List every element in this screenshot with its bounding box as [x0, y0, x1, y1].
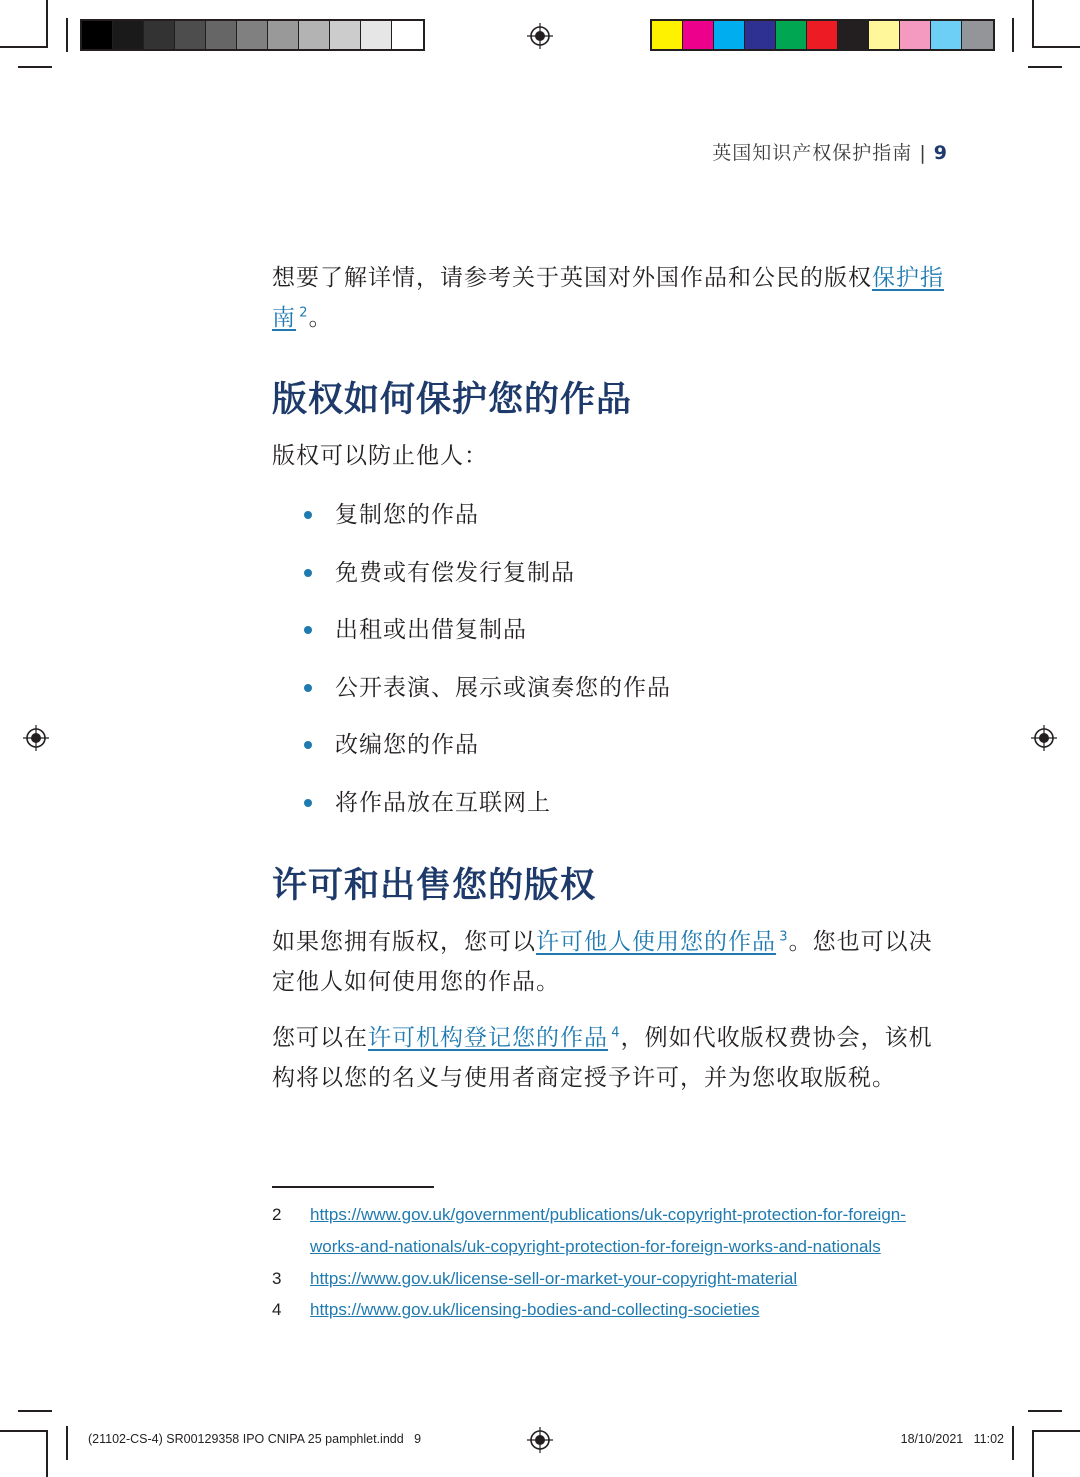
crop-mark — [46, 1430, 48, 1477]
list-item — [300, 668, 671, 726]
list-item — [300, 725, 671, 783]
footnote-divider — [272, 1186, 434, 1188]
running-head-title: 英国知识产权保护指南 — [712, 142, 913, 164]
crop-mark — [0, 46, 48, 48]
slug-date-time: 18/10/2021 11:02 — [900, 1432, 1004, 1446]
crop-mark — [1028, 1410, 1062, 1412]
gray-swatch — [237, 21, 268, 49]
color-swatch — [962, 21, 993, 49]
bullet-icon — [304, 511, 312, 519]
registration-mark-icon — [1031, 725, 1057, 751]
footnote-link[interactable]: https://www.gov.uk/government/publications/uk-copyright-protection-for-foreign-works-and-nationals/uk-copyright-protection-for-foreign-works-and-nationals — [310, 1205, 906, 1256]
crop-mark — [66, 18, 68, 52]
footnote-number: 3 — [272, 1268, 282, 1288]
list-item-text: 公开表演、展示或演奏您的作品 — [335, 674, 671, 701]
running-head-separator: | — [919, 142, 927, 164]
footnote-ref[interactable]: 2 — [299, 305, 309, 321]
list-item-text: 将作品放在互联网上 — [335, 789, 551, 816]
list-item — [300, 553, 671, 611]
intro-paragraph — [272, 258, 952, 338]
color-swatch — [652, 21, 683, 49]
crop-mark — [1032, 0, 1034, 48]
crop-mark — [66, 1426, 68, 1460]
list-item-text: 免费或有偿发行复制品 — [335, 559, 575, 586]
gray-swatch — [206, 21, 237, 49]
register-work-link[interactable]: 许可机构登记您的作品 — [368, 1025, 608, 1051]
color-swatch — [900, 21, 931, 49]
footnote-number: 4 — [272, 1300, 282, 1320]
crop-mark — [18, 1410, 52, 1412]
crop-mark — [1012, 1426, 1014, 1460]
process-color-bar — [650, 19, 995, 51]
intro-tail: 。 — [308, 305, 333, 331]
footnote — [272, 1294, 912, 1326]
licensing-paragraph-2 — [272, 1018, 952, 1098]
footnote-number: 2 — [272, 1205, 282, 1224]
rights-bullet-list — [300, 495, 671, 841]
section1-lead: 版权可以防止他人： — [272, 443, 488, 469]
gray-swatch — [175, 21, 206, 49]
crop-mark — [1032, 46, 1080, 48]
bullet-icon — [304, 569, 312, 577]
section-heading-licensing: 许可和出售您的版权 — [272, 866, 597, 906]
crop-mark — [18, 66, 52, 68]
list-item-text: 出租或出借复制品 — [335, 617, 527, 644]
list-item-text: 改编您的作品 — [335, 732, 479, 759]
licensing-paragraph-1 — [272, 922, 952, 1002]
footnote-ref[interactable]: 3 — [779, 929, 789, 945]
color-swatch — [931, 21, 962, 49]
gray-swatch — [299, 21, 330, 49]
list-item — [300, 783, 671, 841]
footnote-link[interactable]: https://www.gov.uk/licensing-bodies-and-collecting-societies — [310, 1300, 760, 1320]
crop-mark — [1012, 18, 1014, 52]
registration-mark-icon — [23, 725, 49, 751]
list-item — [300, 495, 671, 553]
crop-mark — [0, 1430, 48, 1432]
paragraph-text: ，例如代收版权费协会，该机构将以您的名义与使用者商定授予许可，并为您收取版税。 — [272, 1025, 933, 1091]
footnote-link[interactable]: https://www.gov.uk/license-sell-or-market-your-copyright-material — [310, 1268, 798, 1288]
paragraph-text: 。您也可以决定他人如何使用您的作品。 — [272, 929, 933, 995]
crop-mark — [46, 0, 48, 48]
intro-text: 想要了解详情，请参考关于英国对外国作品和公民的版权 — [272, 265, 872, 291]
registration-mark-icon — [527, 23, 553, 49]
bullet-icon — [304, 684, 312, 692]
protection-guide-link[interactable]: 保护指南 — [272, 265, 944, 331]
list-item-text: 复制您的作品 — [335, 502, 479, 528]
color-swatch — [776, 21, 807, 49]
color-swatch — [807, 21, 838, 49]
list-item — [300, 610, 671, 668]
bullet-icon — [304, 626, 312, 634]
color-swatch — [745, 21, 776, 49]
gray-swatch — [82, 21, 113, 49]
color-swatch — [683, 21, 714, 49]
registration-mark-icon — [527, 1427, 553, 1453]
running-head — [712, 138, 948, 165]
color-swatch — [714, 21, 745, 49]
bullet-icon — [304, 799, 312, 807]
paragraph-text: 您可以在 — [272, 1025, 368, 1051]
grayscale-color-bar — [80, 19, 425, 51]
gray-swatch — [330, 21, 361, 49]
footnotes — [272, 1199, 912, 1326]
license-others-link[interactable]: 许可他人使用您的作品 — [536, 929, 776, 955]
footnote — [272, 1199, 912, 1263]
color-swatch — [838, 21, 869, 49]
gray-swatch — [113, 21, 144, 49]
bullet-icon — [304, 741, 312, 749]
gray-swatch — [392, 21, 423, 49]
gray-swatch — [361, 21, 392, 49]
footnote-ref[interactable]: 4 — [611, 1025, 621, 1041]
crop-mark — [1028, 66, 1062, 68]
paragraph-text: 如果您拥有版权，您可以 — [272, 929, 536, 955]
crop-mark — [1032, 1430, 1080, 1432]
section-heading-protection: 版权如何保护您的作品 — [272, 380, 633, 420]
slug-file-info: (21102-CS-4) SR00129358 IPO CNIPA 25 pamphlet.indd 9 — [88, 1432, 422, 1446]
footnote — [272, 1263, 912, 1295]
crop-mark — [1032, 1430, 1034, 1477]
color-swatch — [869, 21, 900, 49]
gray-swatch — [144, 21, 175, 49]
page-number: 9 — [933, 142, 948, 164]
gray-swatch — [268, 21, 299, 49]
